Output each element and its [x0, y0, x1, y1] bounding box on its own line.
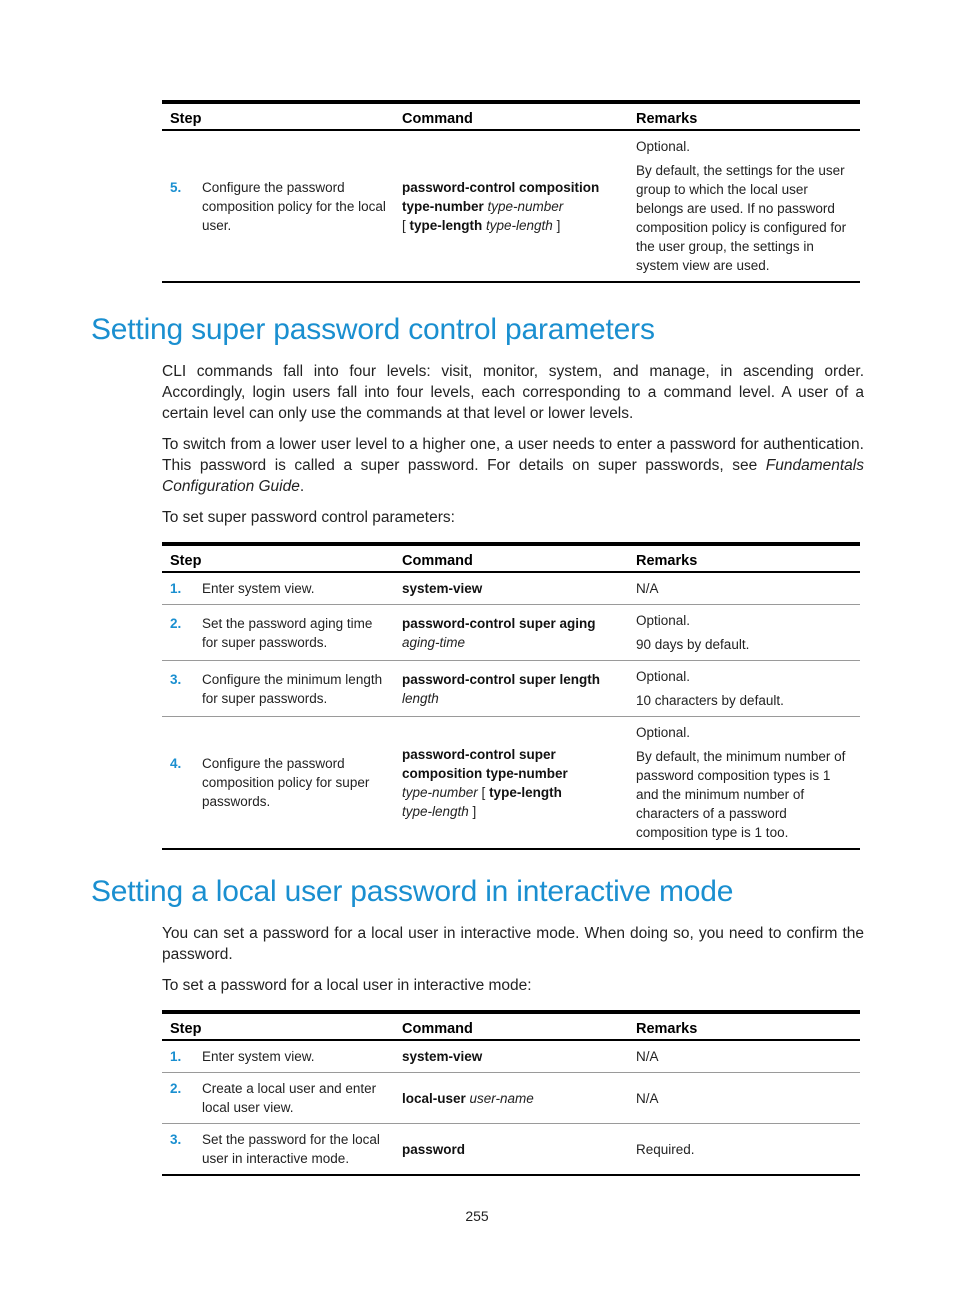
command-keyword: system-view [402, 1049, 483, 1064]
header-step: Step [162, 1012, 394, 1040]
guide-reference: Fundamentals Configuration Guide [162, 457, 864, 495]
remarks-cell [628, 717, 860, 850]
section-title-super-password: Setting super password control parameters [91, 313, 655, 346]
table-header-row [162, 544, 860, 572]
paragraph-super-password [162, 434, 864, 497]
step-number: 3. [170, 671, 182, 687]
paragraph-interactive-mode: You can set a password for a local user in interactive mode. When doing so, you need to confirm the password. [162, 925, 864, 963]
remark-text: By default, the minimum number of password composition types is 1 and the minimum number of characters of a password composition type is 1 too. [636, 749, 846, 840]
remarks-cell [628, 605, 860, 661]
table-row [162, 1073, 860, 1124]
table-row [162, 130, 860, 282]
remark-text: Optional. [636, 613, 691, 628]
step-number: 2. [170, 615, 182, 631]
remarks-cell [628, 572, 860, 605]
step-number: 3. [170, 1132, 182, 1147]
remarks-cell [628, 1073, 860, 1124]
command-cell [394, 1124, 628, 1176]
command-argument: type-number [483, 198, 564, 214]
table-row [162, 572, 860, 605]
step-description: Set the password for the local user in interactive mode. [202, 1132, 380, 1166]
step-wrapper [170, 754, 386, 811]
remarks-cell [628, 1040, 860, 1073]
step-number: 5. [170, 179, 182, 195]
command-syntax: [ [402, 217, 410, 233]
table-interactive-password [162, 1010, 860, 1176]
command-keyword: system-view [402, 581, 483, 596]
command-keyword: password-control composition [402, 179, 600, 195]
step-cell [162, 1040, 394, 1073]
header-step: Step [162, 102, 394, 130]
table-row [162, 605, 860, 661]
paragraph-text: To switch from a lower user level to a higher one, a user needs to enter a password for authentication. This password is called a super password. For details on super passwords, see [162, 436, 864, 474]
remark-text: By default, the settings for the user group to which the local user belongs are used. If no password composition policy is configured for the user group, the settings in system view are used. [636, 163, 847, 273]
step-description: Enter system view. [202, 581, 315, 596]
step-cell [162, 130, 394, 282]
remark-text: Required. [636, 1141, 695, 1157]
command-keyword: type-number [402, 198, 484, 214]
paragraph-intro-interactive: To set a password for a local user in interactive mode: [162, 977, 532, 994]
header-command: Command [394, 544, 628, 572]
section-title-interactive-mode: Setting a local user password in interactive mode [91, 875, 734, 908]
command-cell [394, 572, 628, 605]
remarks-cell [628, 130, 860, 282]
header-command: Command [394, 1012, 628, 1040]
paragraph-text-end: . [299, 478, 305, 495]
command-keyword: local-user [402, 1090, 466, 1106]
step-cell [162, 1073, 394, 1124]
remarks-cell [628, 661, 860, 717]
command-argument: type-length [482, 217, 553, 233]
step-wrapper [170, 579, 386, 598]
command-keyword: password-control super [402, 746, 556, 762]
step-number: 4. [170, 756, 182, 771]
command-argument: length [402, 690, 439, 706]
step-wrapper [170, 178, 386, 235]
remark-text: 90 days by default. [636, 637, 750, 652]
step-description: Create a local user and enter local user view. [202, 1081, 377, 1115]
table-row [162, 717, 860, 850]
step-number: 1. [170, 1049, 182, 1064]
header-step: Step [162, 544, 394, 572]
step-wrapper [170, 1130, 386, 1168]
remark-text: N/A [636, 1049, 659, 1064]
command-cell [394, 1073, 628, 1124]
command-keyword: type-length [489, 784, 562, 800]
remark-text: Optional. [636, 725, 691, 740]
command-cell [394, 717, 628, 850]
step-cell [162, 661, 394, 717]
command-cell [394, 1040, 628, 1073]
command-argument: type-number [402, 784, 478, 800]
header-remarks: Remarks [628, 544, 860, 572]
header-remarks: Remarks [628, 1012, 860, 1040]
command-syntax: [ [477, 784, 490, 800]
table-row [162, 1040, 860, 1073]
remark-text: N/A [636, 581, 659, 596]
header-remarks: Remarks [628, 102, 860, 130]
step-description: Enter system view. [202, 1049, 315, 1064]
table-password-composition [162, 100, 860, 283]
command-keyword: password-control super aging [402, 615, 596, 631]
step-wrapper [170, 670, 386, 708]
step-wrapper [170, 614, 386, 652]
step-number: 2. [170, 1081, 182, 1096]
command-cell [394, 661, 628, 717]
command-argument: user-name [465, 1090, 534, 1106]
remark-text: N/A [636, 1090, 659, 1106]
table-super-password [162, 542, 860, 850]
step-number: 1. [170, 581, 182, 596]
command-keyword: password-control super length [402, 671, 601, 687]
header-command: Command [394, 102, 628, 130]
step-cell [162, 1124, 394, 1176]
command-keyword: password [402, 1141, 466, 1157]
step-description: Set the password aging time for super passwords. [202, 615, 373, 650]
paragraph-intro-super: To set super password control parameters: [162, 509, 455, 526]
remarks-cell [628, 1124, 860, 1176]
step-cell [162, 717, 394, 850]
table-header-row [162, 1012, 860, 1040]
step-description: Configure the minimum length for super passwords. [202, 671, 383, 706]
remark-text: 10 characters by default. [636, 693, 784, 708]
step-description: Configure the password composition policy for the local user. [202, 179, 386, 233]
command-syntax: ] [552, 217, 561, 233]
paragraph-cli-levels: CLI commands fall into four levels: visit, monitor, system, and manage, in ascending order. Accordingly, login users fall into four levels, each corresponding to a command level. A user of a certain level can only use the commands at that level or lower levels. [162, 363, 864, 422]
command-cell [394, 605, 628, 661]
step-wrapper [170, 1047, 386, 1066]
remark-text: Optional. [636, 139, 691, 154]
command-keyword: type-length [409, 217, 483, 233]
command-cell [394, 130, 628, 282]
step-wrapper [170, 1079, 386, 1117]
command-syntax: ] [468, 803, 477, 819]
table-row [162, 661, 860, 717]
step-cell [162, 572, 394, 605]
command-argument: aging-time [402, 634, 466, 650]
table-row [162, 1124, 860, 1176]
page-number: 255 [465, 1208, 489, 1224]
command-keyword: composition type-number [402, 765, 568, 781]
remark-text: Optional. [636, 669, 691, 684]
command-argument: type-length [402, 803, 469, 819]
table-header-row [162, 102, 860, 130]
step-description: Configure the password composition policy for super passwords. [202, 756, 370, 809]
step-cell [162, 605, 394, 661]
